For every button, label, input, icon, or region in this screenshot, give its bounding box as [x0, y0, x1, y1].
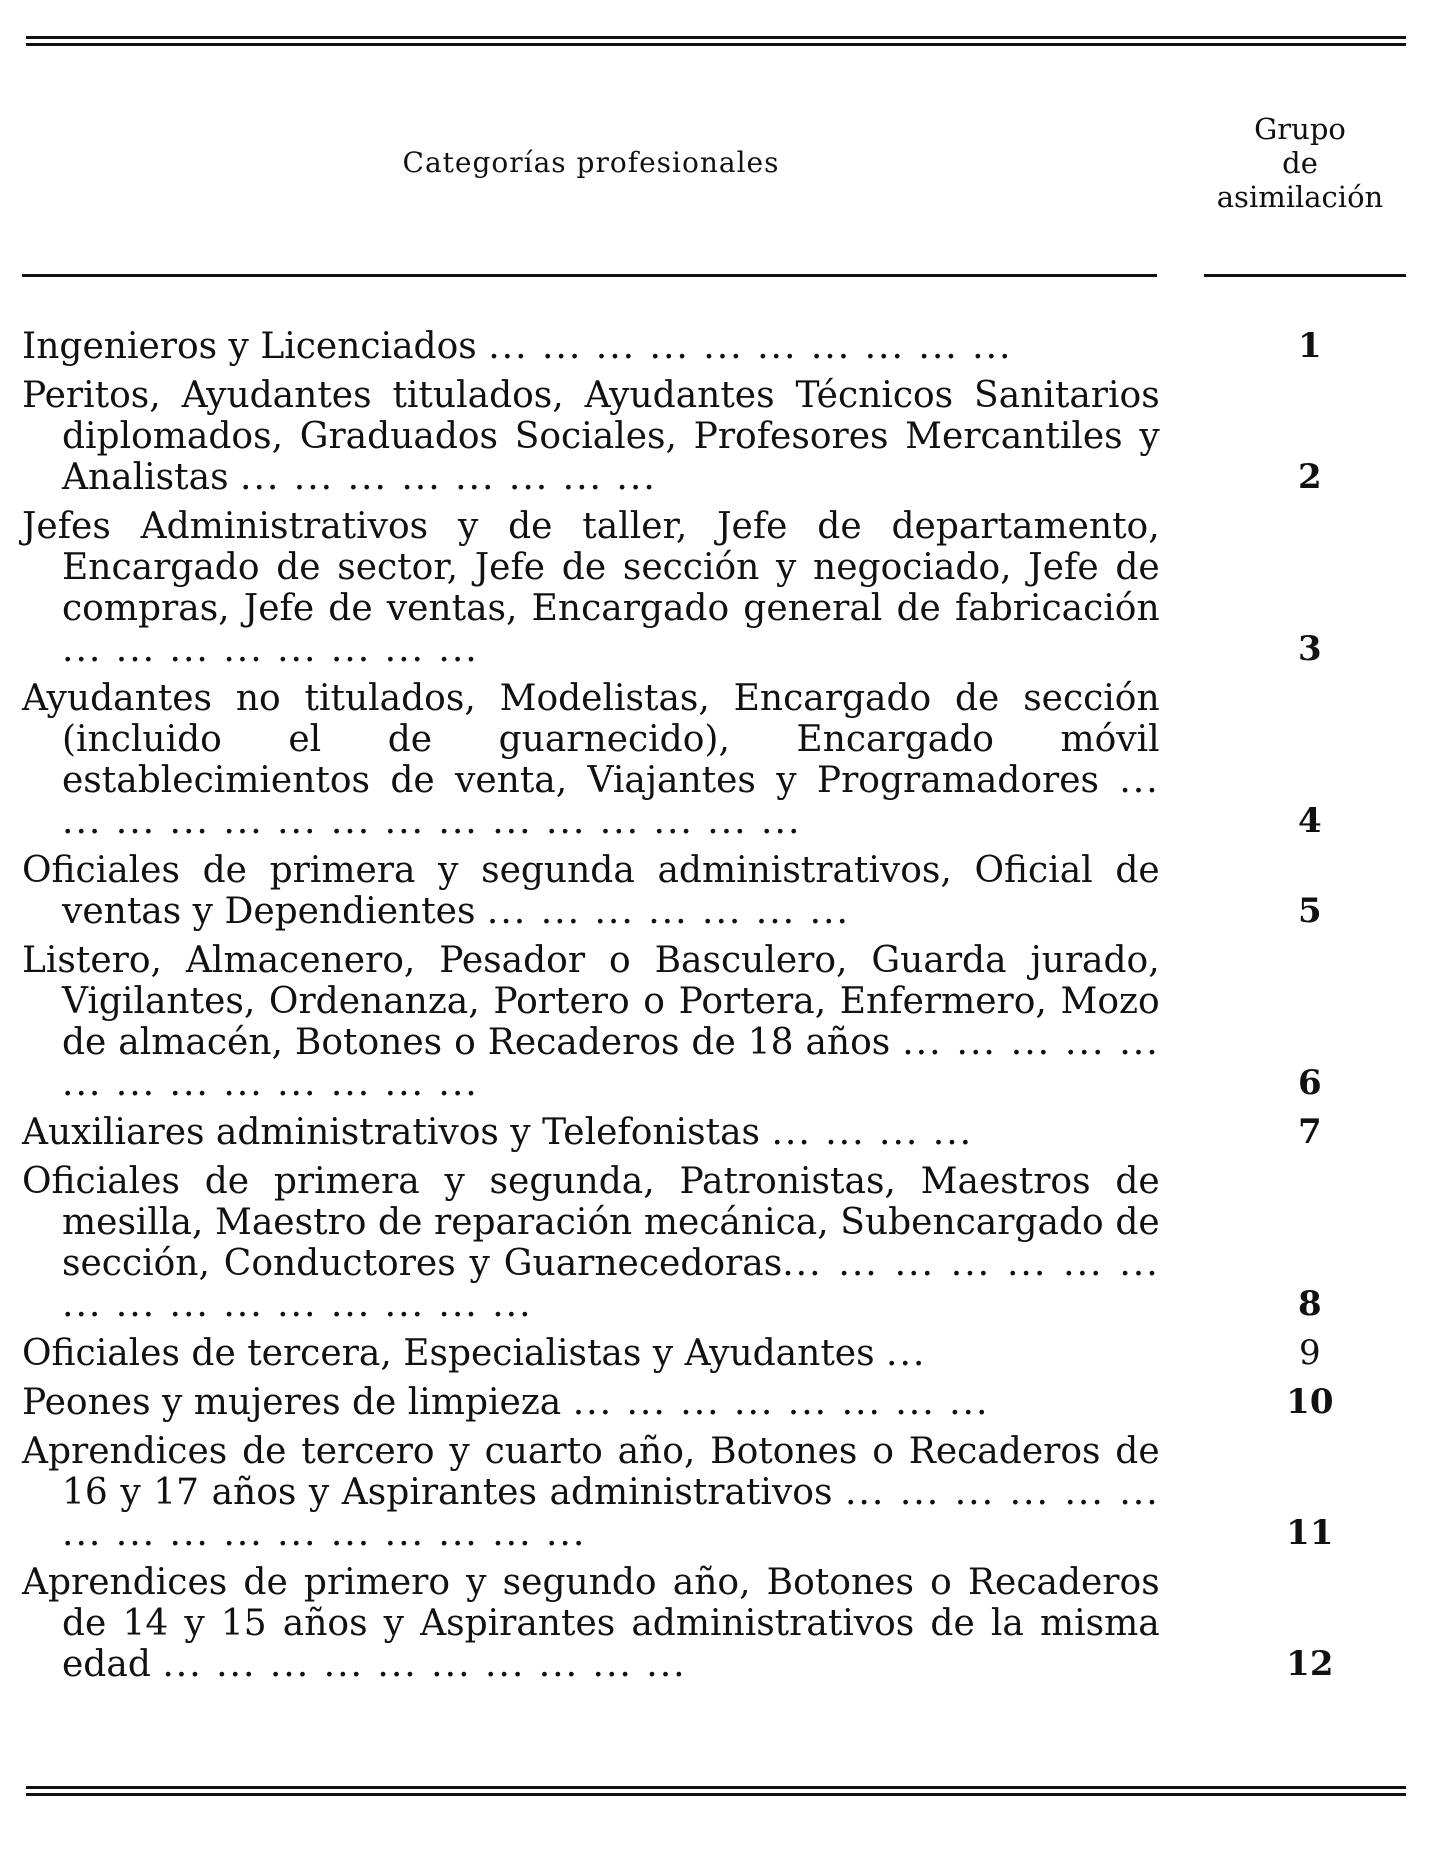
- header-group-line2: de: [1282, 146, 1318, 180]
- table-row: [22, 1112, 1420, 1153]
- category-cell: [22, 326, 1160, 367]
- group-cell: 9: [1299, 1333, 1321, 1373]
- table-row: [22, 506, 1420, 670]
- table-row: [22, 375, 1420, 498]
- header-group-line3: asimilación: [1216, 180, 1384, 214]
- header-rule-group: [1204, 274, 1406, 277]
- table-row: [22, 1562, 1420, 1685]
- table-row: [22, 1382, 1420, 1423]
- leader-dots: ... ... ... ... ... ... ... ... ... ...: [488, 326, 1013, 367]
- category-text: Oficiales de tercera, Especialistas y Ayudantes: [22, 1333, 875, 1374]
- table-row: [22, 678, 1420, 842]
- category-text: Ayudantes no titulados, Modelistas, Encargado de sección (incluido el de guarnecido), Encargado móvil establecimientos de venta, Viajantes y Programadores: [22, 678, 1160, 801]
- group-cell: 4: [1298, 801, 1322, 841]
- leader-dots: ... ... ... ... ... ... ... ... ... ... ... ... ... ... ... ...: [62, 1243, 1160, 1325]
- leader-dots: ... ... ... ... ... ... ... ... ... ...: [162, 1644, 687, 1685]
- table-row: [22, 1161, 1420, 1325]
- table-row: [22, 1431, 1420, 1554]
- group-cell: 3: [1298, 629, 1322, 669]
- category-cell: [22, 1333, 1160, 1374]
- category-cell: [22, 1112, 1160, 1153]
- bottom-double-rule: [26, 1786, 1406, 1796]
- category-text: Auxiliares administrativos y Telefonistas: [22, 1112, 760, 1153]
- category-cell: [22, 940, 1160, 1104]
- category-text: Aprendices de primero y segundo año, Botones o Recaderos de 14 y 15 años y Aspirantes administrativos de la misma edad: [22, 1562, 1160, 1685]
- category-cell: [22, 1161, 1160, 1325]
- table-row: [22, 850, 1420, 932]
- group-cell: 5: [1298, 891, 1322, 931]
- category-table: [22, 326, 1420, 1693]
- category-cell: [22, 1431, 1160, 1554]
- leader-dots: ... ... ... ... ... ... ... ... ... ... ... ... ... ... ... ...: [62, 1472, 1160, 1554]
- group-cell: 8: [1298, 1284, 1322, 1324]
- header-group-line1: Grupo: [1254, 112, 1346, 146]
- category-text: Aprendices de tercero y cuarto año, Botones o Recaderos de 16 y 17 años y Aspirantes administrativos: [22, 1431, 1160, 1513]
- group-cell: 11: [1286, 1513, 1334, 1553]
- leader-dots: ...: [886, 1333, 927, 1374]
- category-cell: [22, 506, 1160, 670]
- group-cell: 1: [1298, 326, 1322, 366]
- group-cell: 12: [1286, 1644, 1334, 1684]
- leader-dots: ... ... ... ... ... ... ... ... ... ... ... ... ...: [62, 1022, 1160, 1104]
- group-cell: 2: [1298, 457, 1322, 497]
- category-cell: [22, 375, 1160, 498]
- category-cell: [22, 1382, 1160, 1423]
- header-group: [1180, 112, 1420, 214]
- top-double-rule: [26, 36, 1406, 46]
- category-cell: [22, 1562, 1160, 1685]
- leader-dots: ... ... ... ...: [771, 1112, 974, 1153]
- category-text: Ingenieros y Licenciados: [22, 326, 477, 367]
- category-text: Listero, Almacenero, Pesador o Basculero, Guarda jurado, Vigilantes, Ordenanza, Portero o Portera, Enfermero, Mozo de almacén, Botones o Recaderos de 18 años: [22, 940, 1160, 1063]
- leader-dots: ... ... ... ... ... ... ... ...: [240, 457, 657, 498]
- table-row: [22, 1333, 1420, 1374]
- table-row: [22, 326, 1420, 367]
- leader-dots: ... ... ... ... ... ... ... ...: [572, 1382, 990, 1423]
- group-cell: 10: [1286, 1382, 1334, 1422]
- group-cell: 7: [1298, 1112, 1322, 1152]
- category-text: Peones y mujeres de limpieza: [22, 1382, 562, 1423]
- category-text: Oficiales de primera y segunda, Patronistas, Maestros de mesilla, Maestro de reparación mecánica, Subencargado de sección, Conductores y Guarnecedoras: [22, 1161, 1160, 1284]
- leader-dots: ... ... ... ... ... ... ... ...: [62, 629, 479, 670]
- category-text: Jefes Administrativos y de taller, Jefe de departamento, Encargado de sector, Jefe de sección y negociado, Jefe de compras, Jefe de ventas, Encargado general de fabricación: [22, 506, 1160, 629]
- table-row: [22, 940, 1420, 1104]
- leader-dots: ... ... ... ... ... ... ... ... ... ... ... ... ... ... ...: [62, 760, 1160, 842]
- category-text: Oficiales de primera y segunda administrativos, Oficial de ventas y Dependientes: [22, 850, 1160, 932]
- group-cell: 6: [1298, 1063, 1322, 1103]
- header-rule-categories: [22, 274, 1157, 277]
- category-cell: [22, 850, 1160, 932]
- category-text: Peritos, Ayudantes titulados, Ayudantes Técnicos Sanitarios diplomados, Graduados Sociales, Profesores Mercantiles y Analistas: [22, 375, 1160, 498]
- leader-dots: ... ... ... ... ... ... ...: [486, 891, 850, 932]
- category-cell: [22, 678, 1160, 842]
- header-categories: Categorías profesionales: [402, 146, 780, 179]
